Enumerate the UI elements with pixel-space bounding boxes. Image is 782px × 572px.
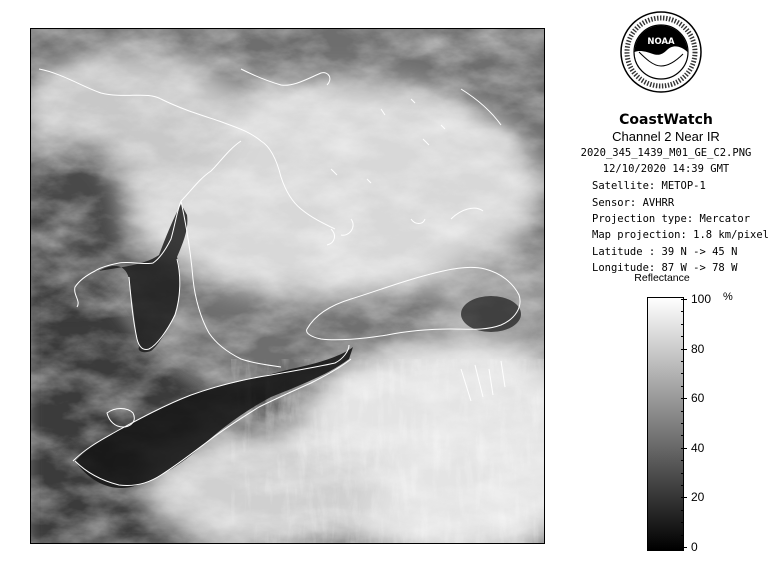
scale-minor-tick (681, 460, 684, 461)
product-title: CoastWatch (619, 112, 713, 128)
scale-minor-tick (681, 510, 684, 511)
scale-minor-tick (681, 311, 684, 312)
map-projection-label: Map projection: 1.8 km/pixel (592, 229, 770, 241)
scale-tick-40 (681, 448, 687, 449)
satellite-label: Satellite: METOP-1 (592, 180, 706, 192)
scale-tick-label-60: 60 (691, 391, 705, 406)
reflectance-colorbar (647, 297, 684, 551)
scale-unit: % (723, 291, 733, 303)
scale-tick-0 (681, 547, 687, 548)
scale-tick-label-100: 100 (691, 292, 712, 306)
scale-minor-tick (681, 373, 684, 374)
lake-ontario-dark (461, 296, 521, 332)
scale-minor-tick (681, 423, 684, 424)
scale-title: Reflectance (634, 272, 690, 284)
scale-minor-tick (681, 336, 684, 337)
scale-minor-tick (681, 361, 684, 362)
scale-minor-tick (681, 411, 684, 412)
scale-tick-80 (681, 349, 687, 350)
scale-minor-tick (681, 535, 684, 536)
scale-tick-20 (681, 497, 687, 498)
satellite-image (30, 28, 545, 544)
scale-tick-100 (681, 299, 687, 300)
scale-minor-tick (681, 485, 684, 486)
scale-minor-tick (681, 473, 684, 474)
scale-minor-tick (681, 522, 684, 523)
scale-minor-tick (681, 386, 684, 387)
scale-tick-label-40: 40 (691, 440, 705, 455)
scale-minor-tick (681, 324, 684, 325)
longitude-label: Longitude: 87 W -> 78 W (592, 262, 738, 274)
projection-type-label: Projection type: Mercator (592, 213, 751, 225)
scale-minor-tick (681, 435, 684, 436)
sensor-label: Sensor: AVHRR (592, 197, 675, 209)
latitude-label: Latitude : 39 N -> 45 N (592, 246, 738, 258)
filename-label: 2020_345_1439_M01_GE_C2.PNG (580, 147, 752, 159)
scale-tick-label-20: 20 (691, 490, 705, 505)
scale-tick-label-80: 80 (691, 341, 705, 356)
datetime-label: 12/10/2020 14:39 GMT (602, 163, 730, 175)
scale-tick-label-0: 0 (691, 540, 698, 554)
logo-label: NOAA (647, 37, 675, 47)
satellite-image-svg (31, 29, 544, 543)
scale-tick-60 (681, 398, 687, 399)
noaa-logo (619, 10, 703, 94)
channel-label: Channel 2 Near IR (612, 129, 720, 144)
